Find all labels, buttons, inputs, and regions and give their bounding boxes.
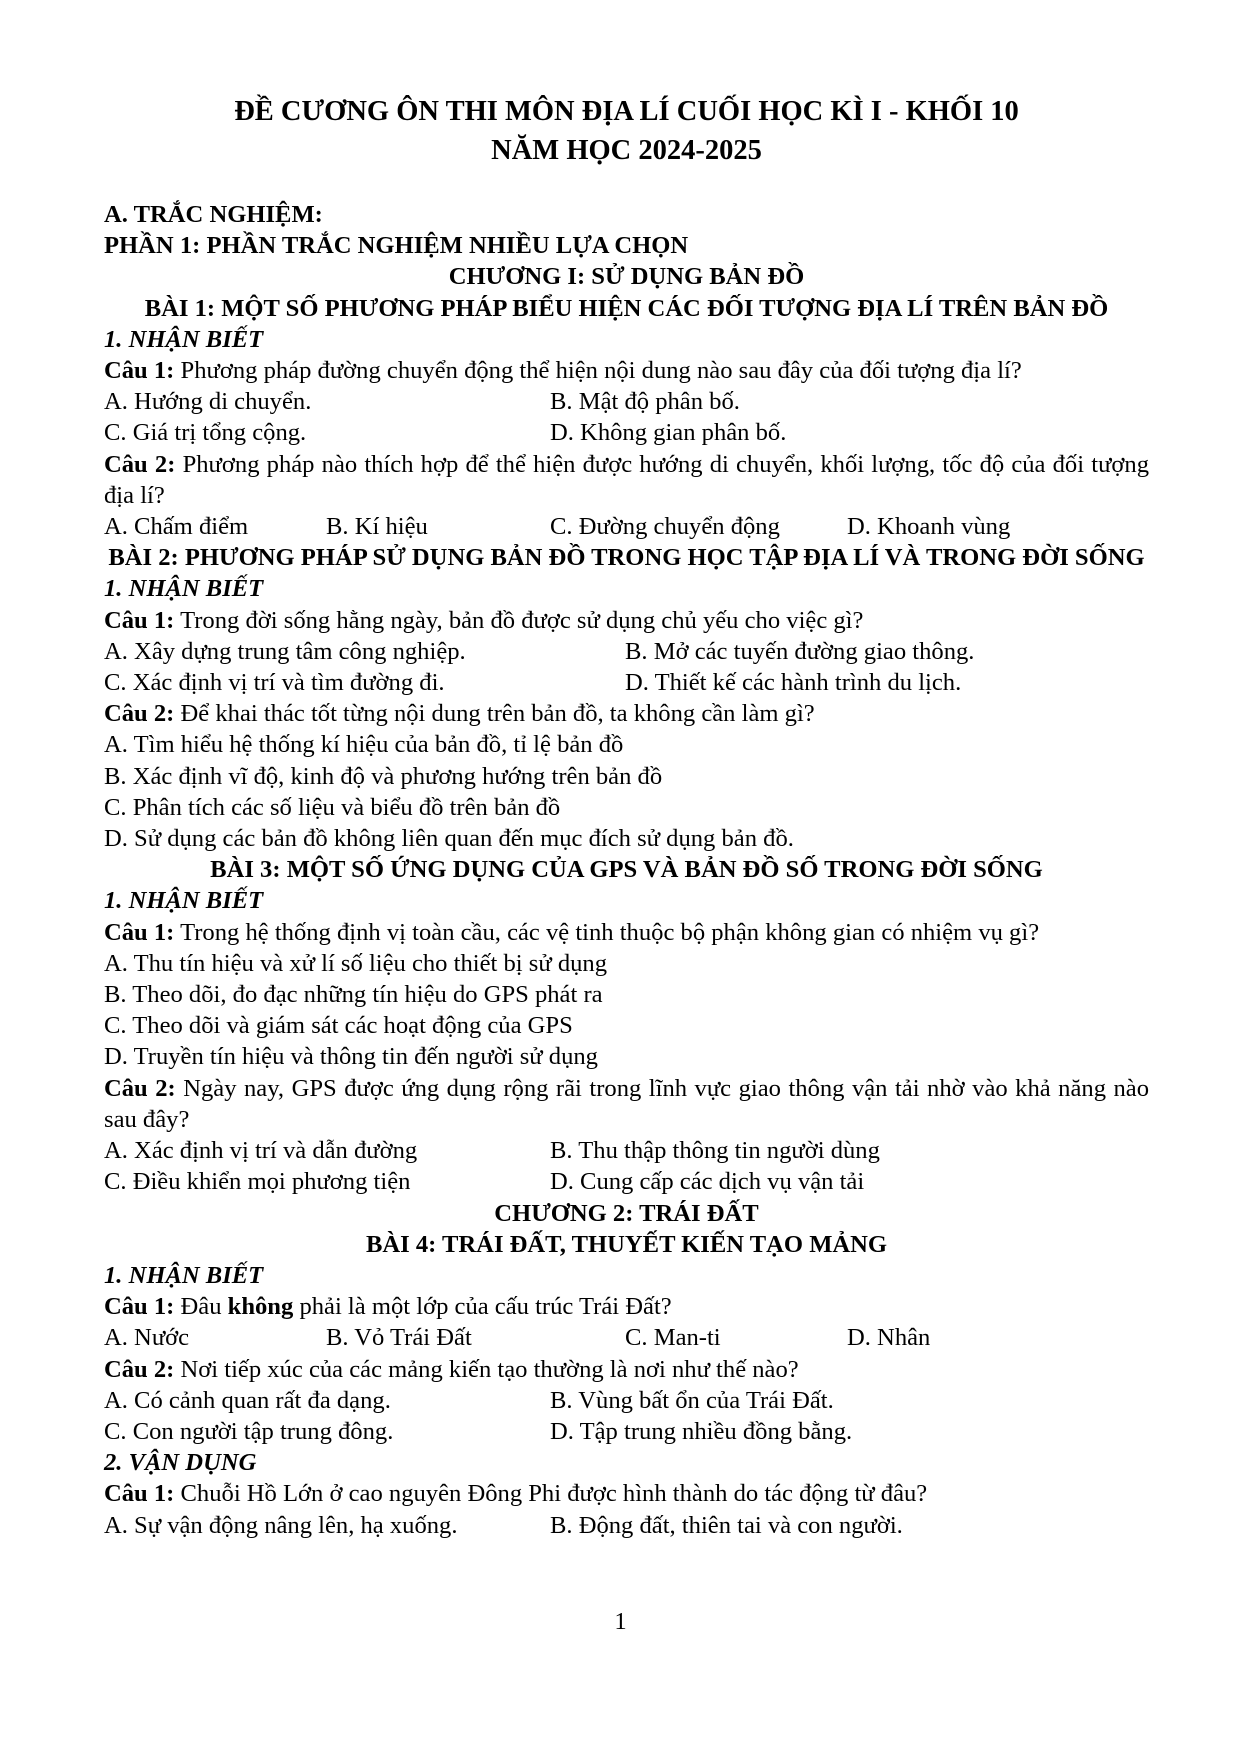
answer-row (104, 417, 1149, 448)
answer-option: A. Nước (104, 1324, 190, 1352)
question-text: phải là một lớp của cấu trúc Trái Đất? (293, 1293, 672, 1321)
question (104, 449, 1149, 511)
answer-option: A. Xây dựng trung tâm công nghiệp. (104, 637, 466, 665)
spacer (104, 170, 1149, 199)
answer-row (104, 636, 1149, 667)
question-label: Câu 2: (104, 1074, 176, 1102)
lesson-heading: BÀI 3: MỘT SỐ ỨNG DỤNG CỦA GPS VÀ BẢN ĐỒ SỐ TRONG ĐỜI SỐNG (210, 856, 1043, 884)
section-heading: A. TRẮC NGHIỆM: (104, 201, 323, 228)
answer-option: B. Mở các tuyến đường giao thông. (625, 637, 975, 665)
answer-option: B. Theo dõi, đo đạc những tín hiệu do GPS phát ra (104, 981, 603, 1009)
answer-row (104, 1322, 1149, 1353)
question-label: Câu 1: (104, 1480, 175, 1508)
question-text: Trong đời sống hằng ngày, bản đồ được sử dụng chủ yếu cho việc gì? (174, 606, 864, 634)
document-title-line-1: ĐỀ CƯƠNG ÔN THI MÔN ĐỊA LÍ CUỐI HỌC KÌ I - KHỐI 10 (234, 96, 1019, 127)
answer-option: A. Thu tín hiệu và xử lí số liệu cho thiết bị sử dụng (104, 949, 608, 977)
lesson-heading: BÀI 1: MỘT SỐ PHƯƠNG PHÁP BIỂU HIỆN CÁC ĐỐI TƯỢNG ĐỊA LÍ TRÊN BẢN ĐỒ (144, 294, 1109, 322)
answer-option: D. Không gian phân bố. (550, 419, 787, 447)
answer-option: A. Hướng di chuyển. (104, 388, 312, 416)
lesson-heading: BÀI 4: TRÁI ĐẤT, THUYẾT KIẾN TẠO MẢNG (365, 1230, 888, 1258)
level-heading: 1. NHẬN BIẾT (104, 575, 264, 603)
question-label: Câu 1: (104, 357, 175, 385)
question-label: Câu 2: (104, 700, 175, 728)
answer-row (104, 1416, 1149, 1447)
answer-row (104, 1135, 1149, 1166)
answer-option: B. Kí hiệu (326, 513, 428, 541)
answer-option: B. Động đất, thiên tai và con người. (550, 1511, 903, 1539)
answer-option: D. Sử dụng các bản đồ không liên quan đến mục đích sử dụng bản đồ. (104, 825, 794, 853)
answer-row (104, 1166, 1149, 1197)
question-text: Nơi tiếp xúc của các mảng kiến tạo thường là nơi như thế nào? (174, 1355, 799, 1383)
answer-option: C. Giá trị tổng cộng. (104, 419, 307, 447)
question-label: Câu 1: (104, 1293, 175, 1321)
question-text: Trong hệ thống định vị toàn cầu, các vệ tinh thuộc bộ phận không gian có nhiệm vụ gì? (174, 918, 1040, 946)
answer-option: D. Khoanh vùng (847, 513, 1011, 541)
answer-option: C. Xác định vị trí và tìm đường đi. (104, 669, 445, 697)
answer-row (104, 1510, 1149, 1541)
question (104, 605, 1149, 636)
question (104, 698, 1149, 729)
answer-option: B. Vùng bất ổn của Trái Đất. (550, 1386, 834, 1414)
answer-option: C. Theo dõi và giám sát các hoạt động của GPS (104, 1012, 573, 1040)
lesson-heading: BÀI 2: PHƯƠNG PHÁP SỬ DỤNG BẢN ĐỒ TRONG HỌC TẬP ĐỊA LÍ VÀ TRONG ĐỜI SỐNG (108, 544, 1145, 572)
question (104, 1354, 1149, 1385)
chapter-heading: CHƯƠNG 2: TRÁI ĐẤT (494, 1199, 759, 1227)
answer-row (104, 667, 1149, 698)
question (104, 1478, 1149, 1509)
question-text: Để khai thác tốt từng nội dung trên bản đồ, ta không cần làm gì? (174, 700, 815, 728)
answer-option: B. Mật độ phân bố. (550, 388, 740, 416)
question-emphasis: không (227, 1293, 294, 1321)
question (104, 1073, 1149, 1135)
level-heading: 1. NHẬN BIẾT (104, 887, 264, 915)
answer-row (104, 386, 1149, 417)
level-heading: 1. NHẬN BIẾT (104, 325, 264, 353)
question-label: Câu 1: (104, 606, 175, 634)
question-label: Câu 1: (104, 918, 175, 946)
answer-option: D. Tập trung nhiều đồng bằng. (550, 1417, 853, 1445)
answer-row (104, 1385, 1149, 1416)
page-number: 1 (614, 1608, 627, 1635)
answer-option: A. Có cảnh quan rất đa dạng. (104, 1386, 391, 1414)
question-text: Ngày nay, GPS được ứng dụng rộng rãi trong lĩnh vực giao thông vận tải nhờ vào khả năng nào sau đây? (104, 1074, 1150, 1133)
answer-option: C. Man-ti (625, 1324, 721, 1352)
answer-option: D. Nhân (847, 1324, 931, 1352)
answer-option: C. Đường chuyển động (550, 513, 780, 541)
question-text: Phương pháp đường chuyển động thể hiện nội dung nào sau đây của đối tượng địa lí? (174, 357, 1022, 385)
answer-option: C. Phân tích các số liệu và biểu đồ trên bản đồ (104, 793, 561, 821)
question-text: Đâu (174, 1293, 228, 1321)
question (104, 917, 1149, 948)
part-heading: PHẦN 1: PHẦN TRẮC NGHIỆM NHIỀU LỰA CHỌN (104, 232, 689, 260)
question (104, 1291, 1149, 1322)
question-text: Phương pháp nào thích hợp để thể hiện được hướng di chuyển, khối lượng, tốc độ của đối tượng địa lí? (104, 450, 1150, 509)
answer-option: B. Xác định vĩ độ, kinh độ và phương hướng trên bản đồ (104, 762, 663, 790)
question (104, 355, 1149, 386)
answer-option: B. Vỏ Trái Đất (326, 1324, 472, 1352)
answer-option: D. Cung cấp các dịch vụ vận tải (550, 1168, 865, 1196)
page-content (104, 92, 1149, 1541)
chapter-heading: CHƯƠNG I: SỬ DỤNG BẢN ĐỒ (448, 263, 805, 291)
answer-option: C. Điều khiển mọi phương tiện (104, 1168, 411, 1196)
answer-option: A. Chấm điểm (104, 513, 249, 541)
level-heading: 1. NHẬN BIẾT (104, 1261, 264, 1289)
question-text: Chuỗi Hồ Lớn ở cao nguyên Đông Phi được hình thành do tác động từ đâu? (174, 1480, 928, 1508)
answer-option: D. Truyền tín hiệu và thông tin đến người sử dụng (104, 1043, 598, 1071)
answer-option: D. Thiết kế các hành trình du lịch. (625, 669, 962, 697)
question-label: Câu 2: (104, 450, 176, 478)
answer-option: C. Con người tập trung đông. (104, 1417, 394, 1445)
answer-option: A. Xác định vị trí và dẫn đường (104, 1137, 418, 1165)
question-label: Câu 2: (104, 1355, 175, 1383)
answer-row (104, 511, 1149, 542)
answer-option: A. Sự vận động nâng lên, hạ xuống. (104, 1511, 458, 1539)
document-title-line-2: NĂM HỌC 2024-2025 (491, 135, 762, 166)
answer-option: A. Tìm hiểu hệ thống kí hiệu của bản đồ, tỉ lệ bản đồ (104, 731, 624, 759)
answer-option: B. Thu thập thông tin người dùng (550, 1137, 880, 1165)
level-heading: 2. VẬN DỤNG (104, 1449, 257, 1477)
